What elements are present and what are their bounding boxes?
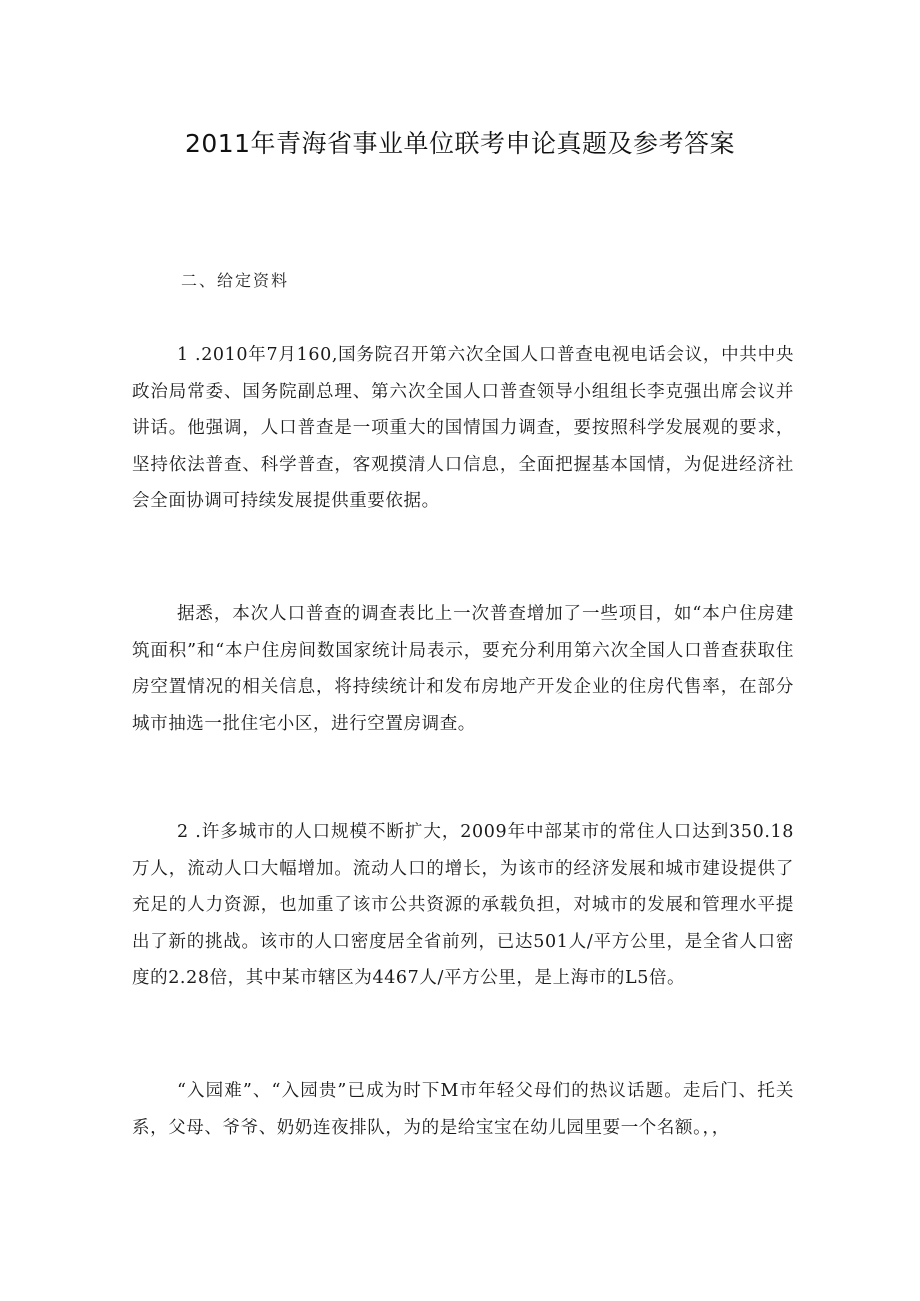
document-title: 2011年青海省事业单位联考申论真题及参考答案 xyxy=(184,129,736,158)
paragraph: 据悉，本次人口普查的调查表比上一次普查增加了一些项目，如“本户住房建筑面积”和“本户住房间数国家统计局表示，要充分利用第六次全国人口普查获取住房空置情况的相关信息，将持续统计和发布房地产开发企业的住房代售率，在部分城市抽选一批住宅小区，进行空置房调查。 xyxy=(132,604,794,734)
paragraph: 2 .许多城市的人口规模不断扩大，2009年中部某市的常住人口达到350.18万人，流动人口大幅增加。流动人口的增长，为该市的经济发展和城市建设提供了充足的人力资源，也加重了该市公共资源的承载负担，对城市的发展和管理水平提出了新的挑战。该市的人口密度居全省前列，已达501人/平方公里，是全省人口密度的2.28倍，其中某市辖区为4467人/平方公里，是上海市的L5倍。 xyxy=(132,822,794,989)
section-heading: 二、给定资料 xyxy=(181,271,290,290)
paragraph: 1 .2010年7月160,国务院召开第六次全国人口普查电视电话会议，中共中央政治局常委、国务院副总理、第六次全国人口普查领导小组组长李克强出席会议并讲话。他强调，人口普查是一项重大的国情国力调查，要按照科学发展观的要求，坚持依法普查、科学普查，客观摸清人口信息，全面把握基本国情，为促进经济社会全面协调可持续发展提供重要依据。 xyxy=(132,345,794,512)
paragraph: “入园难”、“入园贵”已成为时下M市年轻父母们的热议话题。走后门、托关系，父母、爷爷、奶奶连夜排队，为的是给宝宝在幼儿园里要一个名额。，， xyxy=(132,1081,794,1138)
